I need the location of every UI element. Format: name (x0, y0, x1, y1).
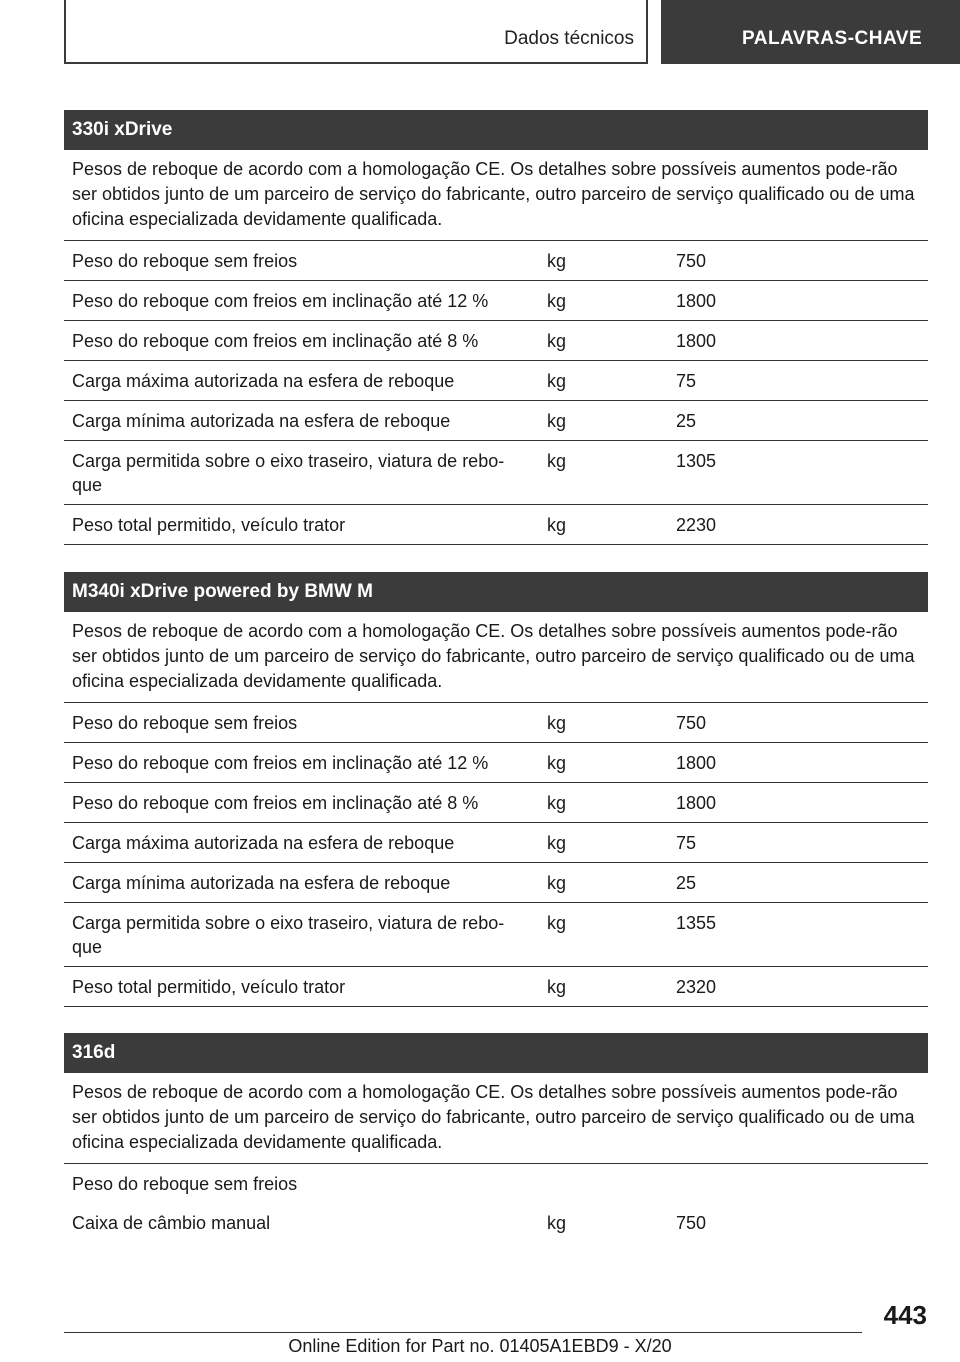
row-value: 1355 (676, 913, 717, 933)
row-value: 1800 (676, 753, 717, 773)
keywords-tab[interactable]: PALAVRAS-CHAVE (661, 0, 960, 64)
table-row (64, 903, 928, 967)
row-unit: kg (547, 251, 567, 271)
table-row (64, 823, 928, 863)
table-row (64, 1164, 928, 1203)
row-label: Carga mínima autorizada na esfera de reboque (72, 873, 451, 893)
row-value: 75 (676, 833, 697, 853)
row-unit: kg (547, 977, 567, 997)
table-row (64, 783, 928, 823)
table-row (64, 743, 928, 783)
row-label: Peso total permitido, veículo trator (72, 515, 346, 535)
row-label: Carga máxima autorizada na esfera de reboque (72, 371, 455, 391)
table-row (64, 505, 928, 545)
table-row (64, 441, 928, 505)
section-intro: Pesos de reboque de acordo com a homologação CE. Os detalhes sobre possíveis aumentos pode-rão ser obtidos junto de um parceiro de serviço do fabricante, outro parceiro de serviço qualificado ou de uma oficina especializada devidamente qualificada. (64, 150, 928, 241)
row-value: 2230 (676, 515, 717, 535)
row-unit: kg (547, 451, 567, 471)
row-unit: kg (547, 713, 567, 733)
section-title: M340i xDrive powered by BMW M (64, 572, 928, 612)
spec-section-330i (64, 110, 928, 545)
row-unit: kg (547, 873, 567, 893)
row-unit: kg (547, 371, 567, 391)
row-label: Peso do reboque sem freios (72, 1174, 298, 1194)
table-row (64, 863, 928, 903)
spec-section-316d (64, 1033, 928, 1242)
row-label: Carga mínima autorizada na esfera de reboque (72, 411, 451, 431)
row-unit: kg (547, 1213, 567, 1233)
table-row (64, 1203, 928, 1242)
row-unit: kg (547, 291, 567, 311)
row-unit: kg (547, 515, 567, 535)
table-row (64, 361, 928, 401)
section-title: 330i xDrive (64, 110, 928, 150)
table-row (64, 967, 928, 1007)
row-value: 75 (676, 371, 697, 391)
section-title: 316d (64, 1033, 928, 1073)
row-label: Peso do reboque com freios em inclinação até 8 % (72, 793, 479, 813)
row-label: Peso do reboque com freios em inclinação até 12 % (72, 753, 489, 773)
row-value: 1800 (676, 793, 717, 813)
section-intro: Pesos de reboque de acordo com a homologação CE. Os detalhes sobre possíveis aumentos pode-rão ser obtidos junto de um parceiro de serviço do fabricante, outro parceiro de serviço qualificado ou de uma oficina especializada devidamente qualificada. (64, 612, 928, 703)
row-value: 750 (676, 1213, 707, 1233)
row-label: Peso total permitido, veículo trator (72, 977, 346, 997)
row-value: 25 (676, 411, 697, 431)
section-intro: Pesos de reboque de acordo com a homologação CE. Os detalhes sobre possíveis aumentos pode-rão ser obtidos junto de um parceiro de serviço do fabricante, outro parceiro de serviço qualificado ou de uma oficina especializada devidamente qualificada. (64, 1073, 928, 1164)
table-row (64, 321, 928, 361)
row-label: Peso do reboque com freios em inclinação até 8 % (72, 331, 479, 351)
row-unit: kg (547, 411, 567, 431)
row-label: Caixa de câmbio manual (72, 1213, 271, 1233)
row-label: Peso do reboque sem freios (72, 713, 298, 733)
row-label: Peso do reboque sem freios (72, 251, 298, 271)
footer-divider (64, 1332, 862, 1333)
table-row (64, 241, 928, 281)
row-value: 2320 (676, 977, 717, 997)
row-value: 750 (676, 713, 707, 733)
row-value: 1800 (676, 291, 717, 311)
row-value: 25 (676, 873, 697, 893)
row-unit: kg (547, 793, 567, 813)
table-row (64, 281, 928, 321)
spec-section-m340i (64, 572, 928, 1007)
row-label: Peso do reboque com freios em inclinação até 12 % (72, 291, 489, 311)
header-section-title: Dados técnicos (504, 28, 634, 49)
row-label: Carga permitida sobre o eixo traseiro, viatura de rebo-que (72, 451, 505, 495)
row-unit: kg (547, 913, 567, 933)
table-row (64, 401, 928, 441)
page-number: 443 (883, 1300, 927, 1330)
row-unit: kg (547, 331, 567, 351)
row-label: Carga permitida sobre o eixo traseiro, viatura de rebo-que (72, 913, 505, 957)
row-unit: kg (547, 753, 567, 773)
row-unit: kg (547, 833, 567, 853)
row-value: 1800 (676, 331, 717, 351)
row-label: Carga máxima autorizada na esfera de reboque (72, 833, 455, 853)
row-value: 1305 (676, 451, 717, 471)
row-value: 750 (676, 251, 707, 271)
footer-edition: Online Edition for Part no. 01405A1EBD9 - X/20 (288, 1336, 672, 1356)
table-row (64, 703, 928, 743)
